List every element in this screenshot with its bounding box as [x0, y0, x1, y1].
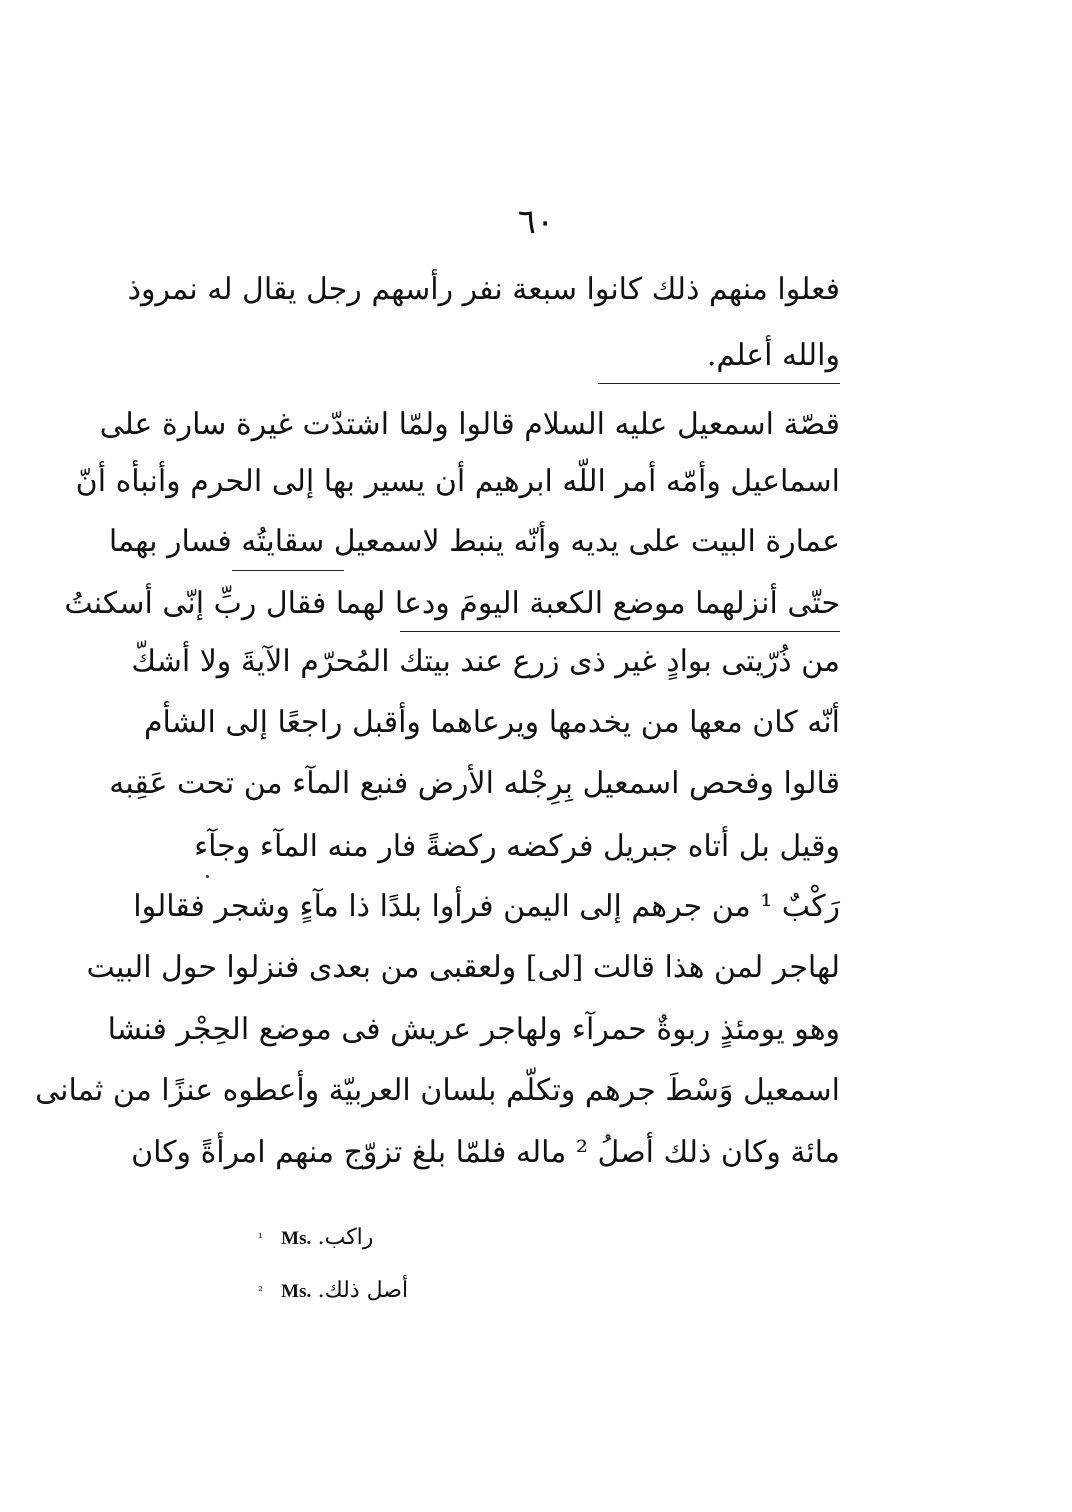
text-line-8: أنّه كان معها من يخدمها ويرعاهما وأقبل راجعًا إلى الشأم [143, 705, 840, 740]
footnote-label: Ms. [281, 1281, 312, 1302]
text-line-5: عمارة البيت على يديه وأنّه ينبط لاسمعيل سقايتُه فسار بهما [108, 524, 840, 559]
text-line-4: اسماعيل وأمّه أمر اللّه ابرهيم أن يسير بها إلى الحرم وأنبأه أنّ [75, 464, 840, 499]
text-line-15: مائة وكان ذلك أصلُ ² ماله فلمّا بلغ تزوّج منهم امرأةً وكان [131, 1135, 840, 1170]
footnote-marker: ² [258, 1284, 263, 1298]
text-line-3: قصّة اسمعيل عليه السلام قالوا ولمّا اشتدّت غيرة سارة على [99, 407, 840, 442]
text-line-13: وهو يومئذٍ ربوةٌ حمرآء ولهاجر عريش فى موضع الحِجْر فنشا [107, 1012, 840, 1047]
footnote-2 [258, 1275, 408, 1308]
footnote-text: راكب. [317, 1225, 374, 1250]
footnote-text: أصل ذلك. [317, 1278, 409, 1303]
footnote-label: Ms. [281, 1228, 312, 1249]
text-line-14: اسمعيل وَسْطَ جرهم وتكلّم بلسان العربيّة وأعطوه عنزًا من ثمانى [35, 1073, 840, 1108]
text-line-11: رَكْبٌ ¹ من جرهم إلى اليمن فرأوا بلدًا ذا مآءٍ وشجر فقالوا [133, 889, 840, 924]
text-line-7: من ذُرّيتى بوادٍ غير ذى زرع عند بيتك المُحرّم الآيةَ ولا أشكّ [131, 644, 840, 679]
section-divider-rule [598, 383, 840, 384]
underline-rule-2 [400, 631, 840, 632]
scan-speck [206, 875, 209, 878]
page-number: ٦٠ [517, 202, 555, 242]
text-line-1: فعلوا منهم ذلك كانوا سبعة نفر رأسهم رجل يقال له نمروذ [127, 272, 840, 307]
underline-rule-1 [232, 570, 344, 571]
footnote-marker: ¹ [258, 1231, 263, 1245]
text-line-12: لهاجر لمن هذا قالت [لى] ولعقبى من بعدى فنزلوا حول البيت [86, 950, 840, 985]
footnote-1 [258, 1222, 373, 1255]
text-line-9: قالوا وفحص اسمعيل بِرِجْله الأرض فنبع المآء من تحت عَقِبه [109, 766, 840, 801]
text-line-10: وقيل بل أتاه جبريل فركضه ركضةً فار منه المآء وجآء [194, 829, 840, 864]
text-line-2: والله أعلم. [706, 338, 840, 373]
text-line-6: حتّى أنزلهما موضع الكعبة اليومَ ودعا لهما فقال ربِّ إنّى أسكنتُ [64, 586, 840, 621]
